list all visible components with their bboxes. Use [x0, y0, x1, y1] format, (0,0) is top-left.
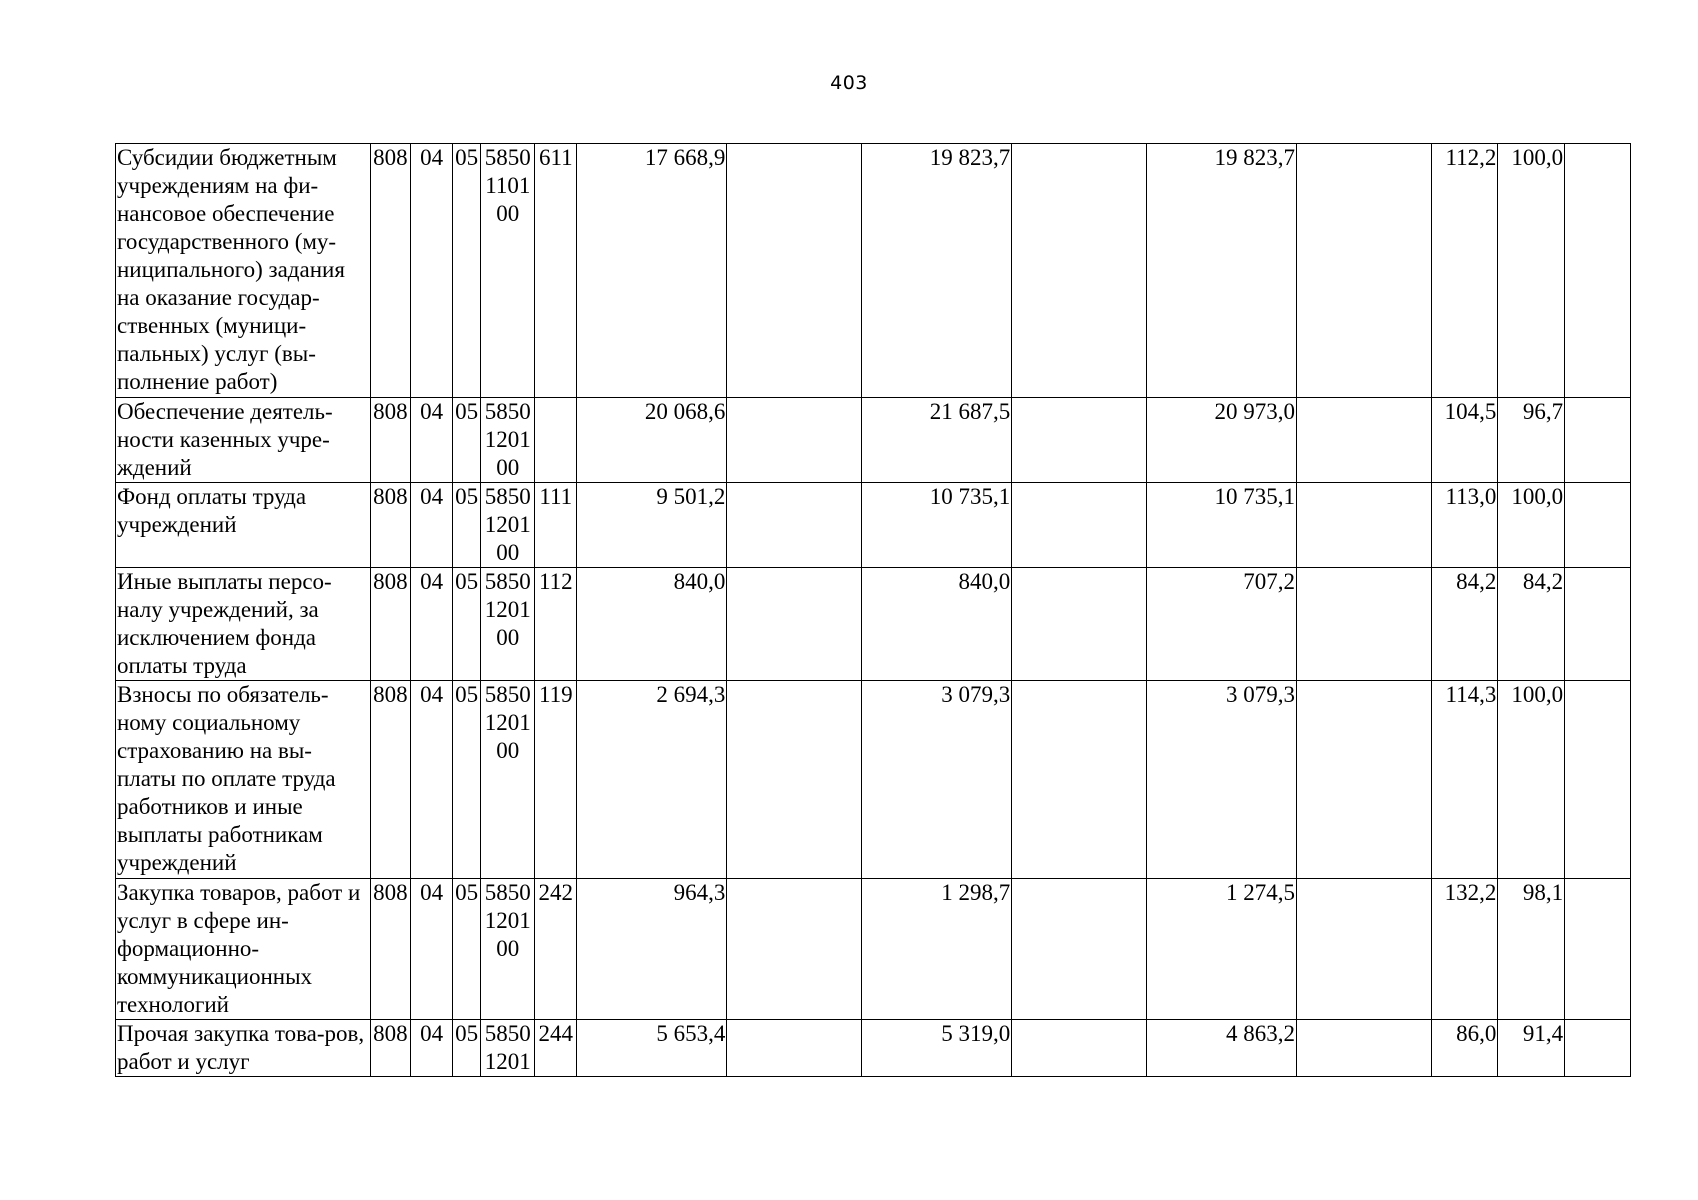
row-name: Фонд оплаты труда учреждений — [116, 483, 371, 568]
percent-2: 100,0 — [1498, 144, 1565, 398]
vr-code: 244 — [535, 1020, 577, 1077]
value-1: 5 653,4 — [577, 1020, 727, 1077]
vr-code: 611 — [535, 144, 577, 398]
percent-2: 98,1 — [1498, 879, 1565, 1020]
rz-code: 04 — [411, 144, 453, 398]
percent-1: 86,0 — [1431, 1020, 1498, 1077]
row-name: Субсидии бюджетным учреждениям на фи-нансовое обеспечение государственного (му-ниципального) задания на оказание государ-ственных (муници-пальных) услуг (вы-полнение работ) — [116, 144, 371, 398]
spacer-3 — [1297, 398, 1432, 483]
spacer-1 — [727, 568, 862, 681]
spacer-1 — [727, 879, 862, 1020]
value-2: 840,0 — [861, 568, 1011, 681]
spacer-3 — [1297, 483, 1432, 568]
pr-code: 05 — [453, 483, 481, 568]
spacer-2 — [1012, 568, 1147, 681]
csr-code: 5850120100 — [481, 879, 535, 1020]
spacer-4 — [1565, 1020, 1631, 1077]
ved-code: 808 — [370, 398, 411, 483]
csr-code: 5850110100 — [481, 144, 535, 398]
rz-code: 04 — [411, 483, 453, 568]
value-3: 19 823,7 — [1146, 144, 1296, 398]
vr-code: 119 — [535, 681, 577, 879]
percent-2: 96,7 — [1498, 398, 1565, 483]
spacer-4 — [1565, 681, 1631, 879]
rz-code: 04 — [411, 568, 453, 681]
value-2: 10 735,1 — [861, 483, 1011, 568]
percent-1: 112,2 — [1431, 144, 1498, 398]
value-2: 1 298,7 — [861, 879, 1011, 1020]
csr-code: 5850120100 — [481, 568, 535, 681]
row-name: Обеспечение деятель-ности казенных учре-ждений — [116, 398, 371, 483]
value-2: 21 687,5 — [861, 398, 1011, 483]
percent-2: 84,2 — [1498, 568, 1565, 681]
rz-code: 04 — [411, 1020, 453, 1077]
spacer-4 — [1565, 398, 1631, 483]
spacer-4 — [1565, 144, 1631, 398]
table-row — [116, 1020, 1631, 1077]
percent-1: 84,2 — [1431, 568, 1498, 681]
ved-code: 808 — [370, 681, 411, 879]
table-row — [116, 681, 1631, 879]
spacer-1 — [727, 1020, 862, 1077]
ved-code: 808 — [370, 144, 411, 398]
spacer-3 — [1297, 1020, 1432, 1077]
table-row — [116, 483, 1631, 568]
value-1: 9 501,2 — [577, 483, 727, 568]
value-3: 1 274,5 — [1146, 879, 1296, 1020]
percent-1: 104,5 — [1431, 398, 1498, 483]
value-3: 707,2 — [1146, 568, 1296, 681]
spacer-2 — [1012, 398, 1147, 483]
value-3: 20 973,0 — [1146, 398, 1296, 483]
spacer-2 — [1012, 681, 1147, 879]
percent-1: 114,3 — [1431, 681, 1498, 879]
page-number: 403 — [830, 72, 868, 94]
ved-code: 808 — [370, 483, 411, 568]
rz-code: 04 — [411, 879, 453, 1020]
vr-code: 111 — [535, 483, 577, 568]
percent-2: 91,4 — [1498, 1020, 1565, 1077]
pr-code: 05 — [453, 1020, 481, 1077]
ved-code: 808 — [370, 879, 411, 1020]
vr-code: 242 — [535, 879, 577, 1020]
pr-code: 05 — [453, 681, 481, 879]
percent-1: 113,0 — [1431, 483, 1498, 568]
value-1: 840,0 — [577, 568, 727, 681]
spacer-4 — [1565, 483, 1631, 568]
spacer-1 — [727, 144, 862, 398]
spacer-3 — [1297, 568, 1432, 681]
value-3: 10 735,1 — [1146, 483, 1296, 568]
spacer-3 — [1297, 879, 1432, 1020]
spacer-4 — [1565, 568, 1631, 681]
pr-code: 05 — [453, 398, 481, 483]
spacer-2 — [1012, 144, 1147, 398]
table-row — [116, 568, 1631, 681]
value-1: 2 694,3 — [577, 681, 727, 879]
value-2: 19 823,7 — [861, 144, 1011, 398]
csr-code: 5850120100 — [481, 681, 535, 879]
rz-code: 04 — [411, 398, 453, 483]
spacer-3 — [1297, 681, 1432, 879]
table-row — [116, 879, 1631, 1020]
value-2: 5 319,0 — [861, 1020, 1011, 1077]
budget-table — [115, 143, 1631, 1077]
value-1: 964,3 — [577, 879, 727, 1020]
spacer-1 — [727, 681, 862, 879]
rz-code: 04 — [411, 681, 453, 879]
csr-code: 5850120100 — [481, 483, 535, 568]
percent-2: 100,0 — [1498, 483, 1565, 568]
pr-code: 05 — [453, 144, 481, 398]
row-name: Закупка товаров, работ и услуг в сфере ин-формационно-коммуникационных технологий — [116, 879, 371, 1020]
pr-code: 05 — [453, 879, 481, 1020]
percent-1: 132,2 — [1431, 879, 1498, 1020]
value-3: 3 079,3 — [1146, 681, 1296, 879]
spacer-3 — [1297, 144, 1432, 398]
row-name: Взносы по обязатель-ному социальному страхованию на вы-платы по оплате труда работников и иные выплаты работникам учреждений — [116, 681, 371, 879]
row-name: Прочая закупка това-ров, работ и услуг — [116, 1020, 371, 1077]
spacer-2 — [1012, 483, 1147, 568]
csr-code: 5850 1201 — [481, 1020, 535, 1077]
vr-code: 112 — [535, 568, 577, 681]
ved-code: 808 — [370, 1020, 411, 1077]
spacer-1 — [727, 483, 862, 568]
spacer-2 — [1012, 879, 1147, 1020]
row-name: Иные выплаты персо-налу учреждений, за исключением фонда оплаты труда — [116, 568, 371, 681]
ved-code: 808 — [370, 568, 411, 681]
percent-2: 100,0 — [1498, 681, 1565, 879]
table-row — [116, 144, 1631, 398]
csr-code: 5850120100 — [481, 398, 535, 483]
value-1: 20 068,6 — [577, 398, 727, 483]
spacer-1 — [727, 398, 862, 483]
table-row — [116, 398, 1631, 483]
spacer-2 — [1012, 1020, 1147, 1077]
pr-code: 05 — [453, 568, 481, 681]
vr-code — [535, 398, 577, 483]
value-2: 3 079,3 — [861, 681, 1011, 879]
value-1: 17 668,9 — [577, 144, 727, 398]
spacer-4 — [1565, 879, 1631, 1020]
value-3: 4 863,2 — [1146, 1020, 1296, 1077]
